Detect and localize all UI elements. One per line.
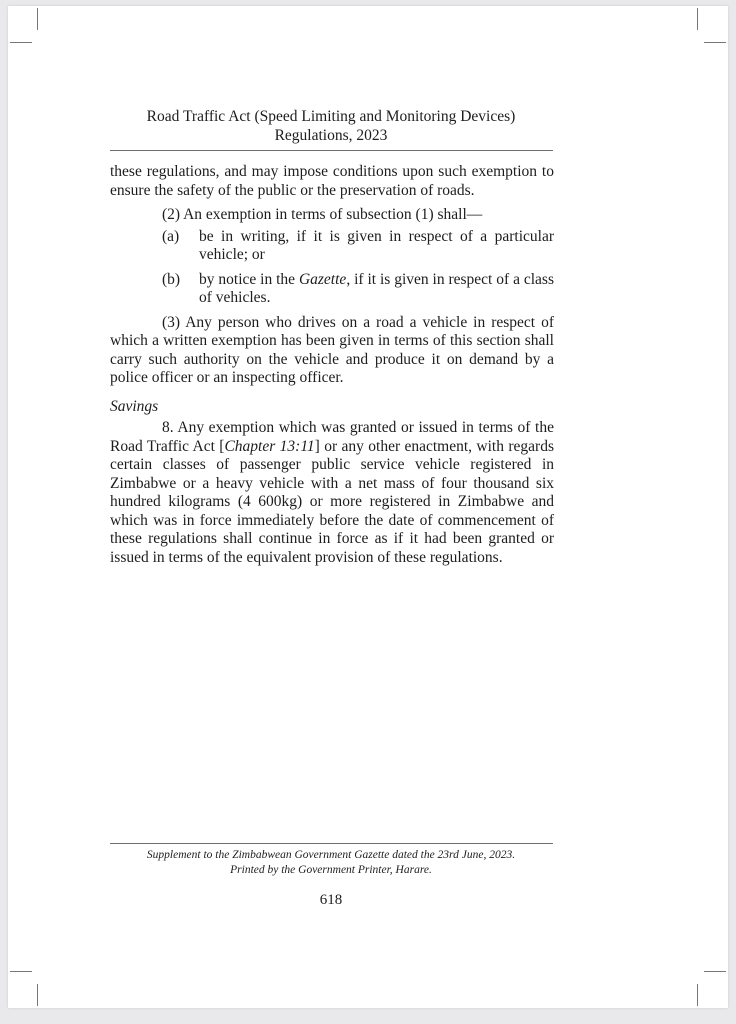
text-run: , if it is given in respect of a class of vehicles. [199,270,554,306]
gazette-italic: Gazette [298,270,347,288]
section-heading-savings: Savings [110,397,159,415]
text-run: ] or any other enactment, with regards certain classes of passenger public service vehicle registered in Zimbabwe or a heavy vehicle with a net mass of four thousand six hundred kilograms (4 600kg) or more registered in Zimbabwe and which was in force immediately before the date of commencement of these regulations shall continue in force as if it had been granted or issued in terms of the equivalent provision of these regulations. [110,437,554,566]
footer-line-2: Printed by the Government Printer, Harare. [230,864,432,876]
chapter-reference-italic: Chapter 13:11 [224,437,315,455]
text-run: by notice in the [199,270,299,288]
subsection-3-paragraph: (3) Any person who drives on a road a vehicle in respect of which a written exemption has been given in terms of this section shall carry such authority on the vehicle and produce it on demand by a police officer or an inspecting officer. [110,313,554,386]
document-body [110,163,554,567]
subsection-2-intro: (2) An exemption in terms of subsection (1) shall— [162,206,483,223]
document-page [8,6,728,1008]
footer-line-1: Supplement to the Zimbabwean Government Gazette dated the 23rd June, 2023. [146,849,516,861]
crop-mark [697,984,698,1006]
list-item-label: (a) [162,227,180,245]
list-item-text: be in writing, if it is given in respect of a particular vehicle; or [199,227,554,263]
crop-mark [10,42,32,43]
section-8-paragraph [110,419,554,567]
header-rule [110,150,553,151]
crop-mark [704,971,726,972]
page-number: 618 [319,892,343,908]
footer-rule [110,843,553,844]
header-title-line-2: Regulations, 2023 [274,127,388,144]
text-run: 8. Any exemption which was granted or issued in terms of the Road Traffic Act [ [110,419,554,455]
list-item-a [110,228,554,265]
list-item-text [199,271,554,308]
running-header [108,107,554,145]
page-footer [108,848,554,878]
continuation-paragraph: these regulations, and may impose conditions upon such exemption to ensure the safety of the public or the preservation of roads. [110,163,554,199]
list-item-b [110,271,554,308]
crop-mark [37,984,38,1006]
crop-mark [704,42,726,43]
header-title-line-1: Road Traffic Act (Speed Limiting and Monitoring Devices) [146,108,516,125]
list-item-label: (b) [162,270,181,288]
crop-mark [10,971,32,972]
crop-mark [37,8,38,30]
crop-mark [697,8,698,30]
